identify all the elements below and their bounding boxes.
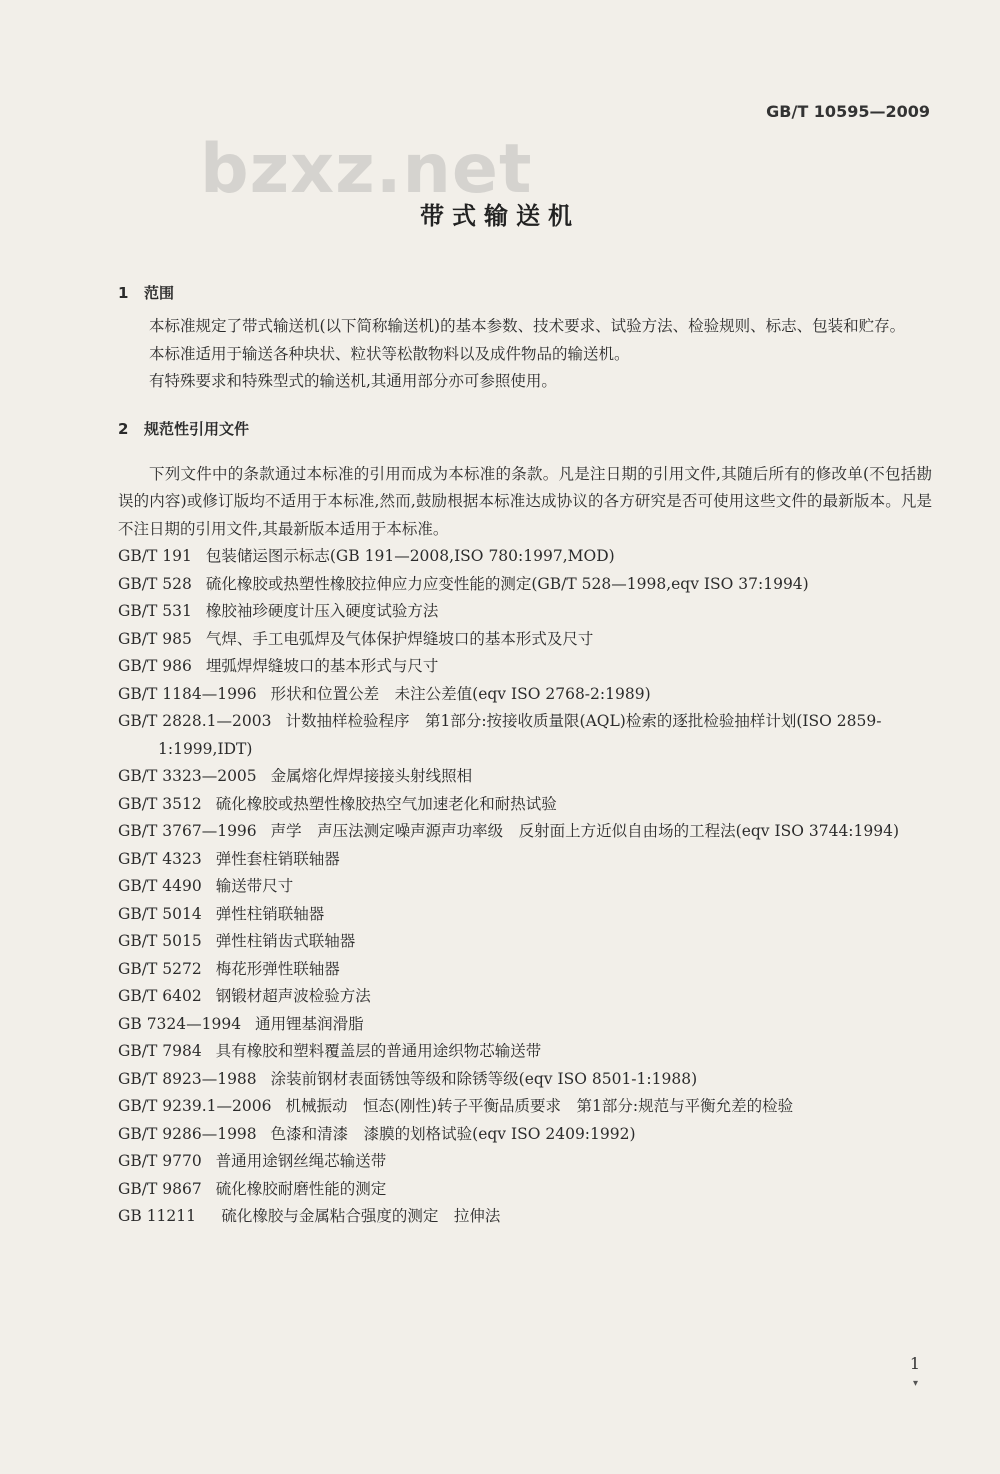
reference-title: 声学 声压法测定噪声源声功率级 反射面上方近似自由场的工程法(eqv ISO 3744:1994)	[270, 822, 900, 840]
reference-code: GB/T 1184—1996	[118, 684, 257, 703]
reference-item	[118, 681, 932, 709]
reference-item	[118, 1121, 932, 1149]
reference-item	[118, 983, 932, 1011]
reference-item	[118, 1011, 932, 1039]
reference-item	[118, 791, 932, 819]
reference-code: GB/T 986	[118, 657, 192, 675]
document-title: 带式输送机	[420, 201, 580, 230]
reference-title: 梅花形弹性联轴器	[215, 959, 340, 978]
reference-title: 埋弧焊焊缝坡口的基本形式与尺寸	[205, 657, 439, 675]
reference-title: 计数抽样检验程序 第1部分:按接收质量限(AQL)检索的逐批检验抽样计划(ISO 2859-1:1999,IDT)	[158, 712, 882, 758]
reference-item	[118, 598, 932, 626]
reference-code: GB/T 528	[118, 574, 192, 593]
reference-code: GB/T 5272	[118, 959, 202, 978]
reference-title: 包装储运图示标志(GB 191—2008,ISO 780:1997,MOD)	[205, 547, 615, 565]
reference-code: GB/T 8923—1988	[118, 1069, 257, 1088]
reference-code: GB/T 985	[118, 629, 192, 648]
reference-item	[118, 818, 932, 846]
reference-title: 钢锻材超声波检验方法	[215, 987, 371, 1005]
reference-list	[118, 543, 932, 1231]
reference-title: 通用锂基润滑脂	[255, 1014, 364, 1033]
reference-title: 机械振动 恒态(刚性)转子平衡品质要求 第1部分:规范与平衡允差的检验	[285, 1097, 794, 1115]
reference-title: 弹性柱销齿式联轴器	[215, 932, 356, 950]
paragraph: 有特殊要求和特殊型式的输送机,其通用部分亦可参照使用。	[149, 372, 557, 390]
reference-item	[118, 571, 932, 599]
reference-code: GB/T 9239.1—2006	[118, 1097, 272, 1115]
reference-title: 弹性柱销联轴器	[215, 904, 325, 923]
reference-code: GB/T 9286—1998	[118, 1124, 257, 1143]
reference-title: 金属熔化焊焊接接头射线照相	[270, 767, 473, 785]
reference-code: GB/T 5015	[118, 932, 202, 950]
reference-title: 硫化橡胶与金属粘合强度的测定 拉伸法	[221, 1207, 501, 1225]
paragraph: 本标准规定了带式输送机(以下简称输送机)的基本参数、技术要求、试验方法、检验规则、标志、包装和贮存。	[149, 317, 906, 335]
reference-title: 硫化橡胶或热塑性橡胶拉伸应力应变性能的测定(GB/T 528—1998,eqv ISO 37:1994)	[205, 574, 809, 593]
reference-code: GB/T 4490	[118, 877, 202, 895]
paragraph: 本标准适用于输送各种块状、粒状等松散物料以及成件物品的输送机。	[149, 344, 630, 363]
reference-item	[118, 1066, 932, 1094]
reference-title: 弹性套柱销联轴器	[215, 849, 340, 868]
reference-item	[118, 1148, 932, 1176]
watermark-text: bzxz.net	[200, 130, 533, 209]
standard-number: GB/T 10595—2009	[766, 102, 930, 121]
page-number: 1	[909, 1354, 920, 1373]
reference-code: GB/T 9770	[118, 1152, 202, 1170]
reference-code: GB/T 531	[118, 602, 192, 620]
reference-title: 具有橡胶和塑料覆盖层的普通用途织物芯输送带	[215, 1042, 542, 1060]
reference-title: 涂装前钢材表面锈蚀等级和除锈等级(eqv ISO 8501-1:1988)	[270, 1069, 698, 1088]
reference-item	[118, 873, 932, 901]
reference-code: GB/T 5014	[118, 904, 202, 923]
reference-code: GB/T 3767—1996	[118, 822, 257, 840]
page-mark: ▾	[912, 1378, 918, 1389]
reference-item	[118, 626, 932, 654]
document-body	[118, 282, 932, 1231]
reference-title: 硫化橡胶或热塑性橡胶热空气加速老化和耐热试验	[215, 794, 557, 813]
reference-title: 色漆和清漆 漆膜的划格试验(eqv ISO 2409:1992)	[270, 1124, 636, 1143]
section-number: 1	[118, 284, 129, 302]
reference-title: 橡胶袖珍硬度计压入硬度试验方法	[205, 602, 439, 620]
reference-title: 气焊、手工电弧焊及气体保护焊缝坡口的基本形式及尺寸	[205, 629, 594, 648]
reference-code: GB 11211	[118, 1207, 197, 1225]
reference-code: GB/T 2828.1—2003	[118, 712, 272, 730]
reference-code: GB/T 9867	[118, 1179, 202, 1198]
reference-item	[118, 1176, 932, 1204]
reference-code: GB 7324—1994	[118, 1014, 242, 1033]
reference-item	[118, 763, 932, 791]
section-title: 规范性引用文件	[144, 419, 250, 438]
reference-code: GB/T 6402	[118, 987, 202, 1005]
reference-item	[118, 708, 932, 763]
reference-item	[118, 1203, 932, 1231]
reference-item	[118, 543, 932, 571]
reference-code: GB/T 191	[118, 547, 192, 565]
reference-title: 输送带尺寸	[215, 877, 294, 895]
reference-item	[118, 956, 932, 984]
reference-code: GB/T 3323—2005	[118, 767, 257, 785]
reference-item	[118, 928, 932, 956]
reference-code: GB/T 3512	[118, 794, 202, 813]
section-title: 范围	[144, 284, 175, 302]
section-number: 2	[118, 419, 129, 438]
reference-item	[118, 1093, 932, 1121]
reference-title: 硫化橡胶耐磨性能的测定	[215, 1179, 387, 1198]
reference-item	[118, 653, 932, 681]
section-2-heading	[118, 418, 932, 439]
reference-item	[118, 846, 932, 874]
section-1-heading	[118, 282, 932, 303]
paragraph: 下列文件中的条款通过本标准的引用而成为本标准的条款。凡是注日期的引用文件,其随后所有的修改单(不包括勘误的内容)或修订版均不适用于本标准,然而,鼓励根据本标准达成协议的各方研究是否可使用这些文件的最新版本。凡是不注日期的引用文件,其最新版本适用于本标准。	[118, 464, 932, 538]
reference-title: 普通用途钢丝绳芯输送带	[215, 1152, 387, 1170]
reference-title: 形状和位置公差 未注公差值(eqv ISO 2768-2:1989)	[270, 684, 651, 703]
reference-code: GB/T 7984	[118, 1042, 202, 1060]
reference-code: GB/T 4323	[118, 849, 202, 868]
reference-item	[118, 1038, 932, 1066]
reference-item	[118, 901, 932, 929]
